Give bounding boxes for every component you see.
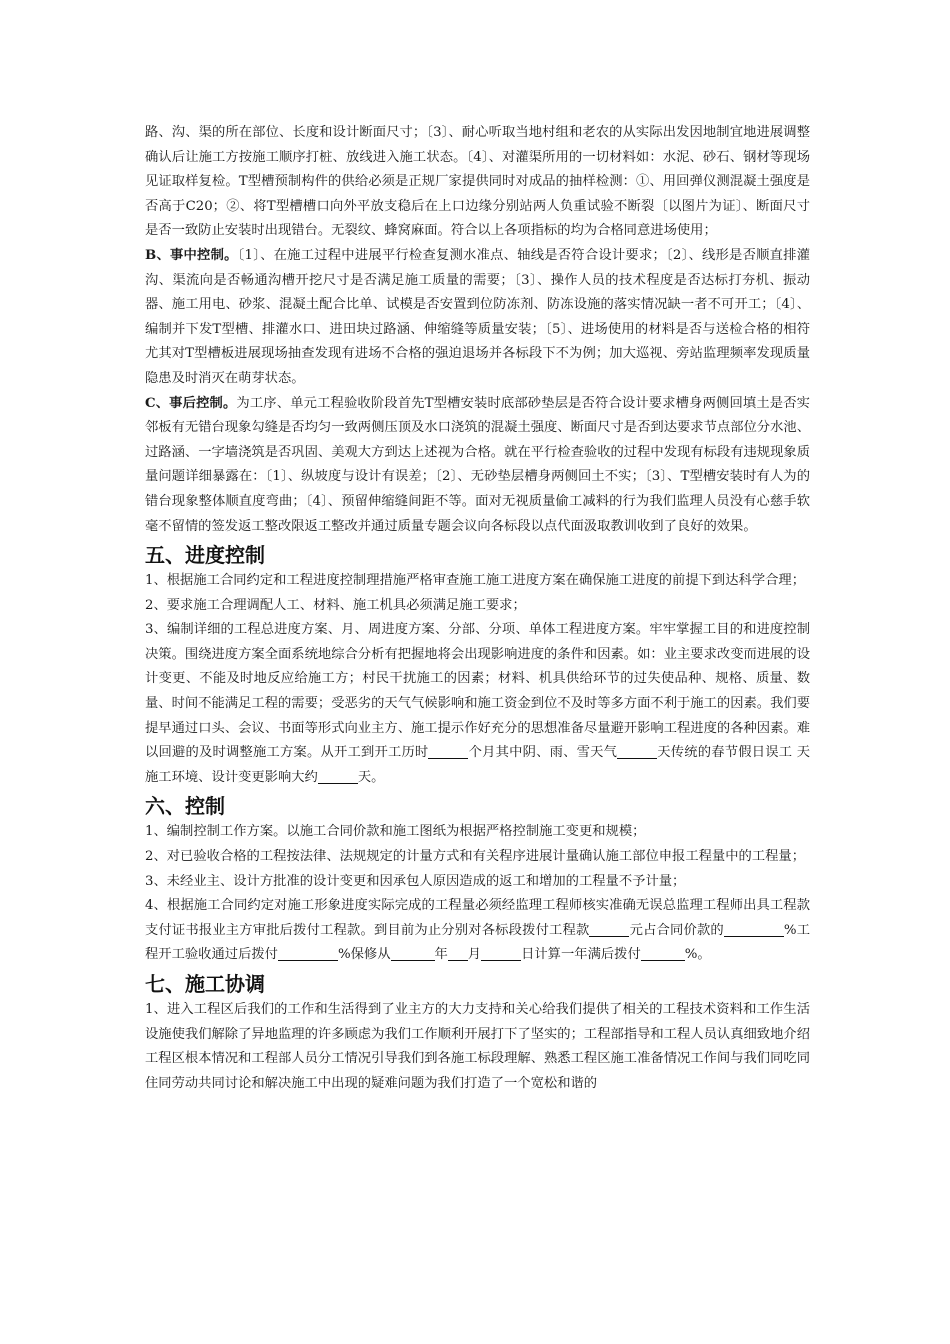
- section-6-item-2: 2、对已验收合格的工程按法律、法规规定的计量方式和有关程序进展计量确认施工部位申报工程量中的工程量；: [145, 849, 806, 865]
- section-5-item-3: 3、编制详细的工程总进度方案、月、周进度方案、分部、分项、单体工程进度方案。牢牢掌握工目的和进度控制决策。围绕进度方案全面系统地综合分析有把握地将会出现影响进度的条件和因素。如：业主要求改变而进展的设计变更、不能及时地反应给施工方；村民干扰施工的因素；材料、机具供给环节的过失使品种、规格、质量、数量、时间不能满足工程的需要；受恶劣的天气气候影响和施工资金到位不及时等多方面不利于施工的因素。我们要提早通过口头、会议、书面等形式向业主方、施工提示作好充分的思想准备尽量避开影响工程进度的各种因素。难以回避的及时调整施工方案。从开工到开工历时 个月其中阴、雨、雪天气 天传统的春节假日误工 天施工环境、设计变更影响大约 天。: [145, 622, 811, 785]
- section-7-item-1: 1、进入工程区后我们的工作和生活得到了业主方的大力支持和关心给我们提供了相关的工程技术资料和工作生活设施使我们解除了异地监理的许多顾虑为我们工作顺利开展打下了坚实的；工程部指导和工程人员认真细致地介绍工程区根本情况和工程部人员分工情况引导我们到各施工标段理解、熟悉工程区施工准备情况工作间与我们同吃同住同劳动共同讨论和解决施工中出现的疑难问题为我们打造了一个宽松和谐的: [145, 1002, 810, 1091]
- weather-days-blank: [617, 744, 657, 759]
- final-percent-blank: [641, 946, 685, 961]
- impact-days-blank: [318, 769, 358, 784]
- section-6-item-1: 1、编制控制工作方案。以施工合同价款和施工图纸为根据严格控制施工变更和规模；: [145, 824, 646, 840]
- in-process-control-lead: B、事中控制。: [145, 247, 238, 263]
- in-process-control-text: 〔1〕、在施工过程中进展平行检查复测水准点、轴线是否符合设计要求；〔2〕、线形是否顺直排灌沟、渠流向是否畅通沟槽开挖尺寸是否满足施工质量的需要；〔3〕、操作人员的技术程度是否达标打夯机、振动器、施工用电、砂浆、混凝土配合比单、试模是否安置到位防冻剂、防冻设施的落实情况缺一者不可开工；〔4〕、编制并下发T型槽、排灌水口、进田块过路涵、伸缩缝等质量安装；〔5〕、进场使用的材料是否与送检合格的相符尤其对T型槽板进展现场抽查发现有进场不合格的强迫退场并各标段下不为例；加大巡视、旁站监理频率发现质量隐患及时消灭在萌芽状态。: [145, 247, 810, 386]
- section-5-heading: 五、进度控制: [145, 543, 265, 568]
- warranty-day-blank: [481, 946, 521, 961]
- months-blank: [428, 744, 468, 759]
- acceptance-percent-blank: [278, 946, 338, 961]
- warranty-month-blank: [448, 946, 468, 961]
- post-control-paragraph: [145, 392, 810, 540]
- post-control-text: 为工序、单元工程验收阶段首先T型槽安装时底部砂垫层是否符合设计要求槽身两侧回填土是否实邻板有无错台现象勾缝是否均匀一致两侧压顶及水口浇筑的混凝土强度、断面尺寸是否到达要求节点部位分水池、过路涵、一字墙浇筑是否巩固、美观大方到达上述视为合格。就在平行检查验收的过程中发现有标段有违规现象质量问题详细暴露在：〔1〕、纵坡度与设计有误差；〔2〕、无砂垫层槽身两侧回土不实；〔3〕、T型槽安装时有人为的错台现象整体顺直度弯曲；〔4〕、预留伸缩缝间距不等。面对无视质量偷工减料的行为我们监理人员没有心慈手软毫不留情的签发返工整改限返工整改并通过质量专题会议向各标段以点代面汲取教训收到了良好的效果。: [145, 395, 810, 534]
- payment-percent-blank: [724, 922, 784, 937]
- intro-paragraph: 路、沟、渠的所在部位、长度和设计断面尺寸；〔3〕、耐心听取当地村组和老农的从实际出发因地制宜地进展调整确认后让施工方按施工顺序打桩、放线进入施工状态。〔4〕、对灌渠所用的一切材料如：水泥、砂石、钢材等现场见证取样复检。T型槽预制构件的供给必须是正规厂家提供同时对成品的抽样检测：①、用回弹仪测混凝土强度是否高于C20；②、将T型槽槽口向外平放支稳后在上口边缘分别站两人负重试验不断裂〔以图片为证〕、断面尺寸是否一致防止安装时出现错台。无裂纹、蜂窝麻面。符合以上各项指标的均为合格同意进场使用；: [145, 125, 810, 239]
- post-control-lead: C、事后控制。: [145, 395, 237, 411]
- section-6-item-4: 4、根据施工合同约定对施工形象进度实际完成的工程量必须经监理工程师核实准确无误总监理工程师出具工程款支付证书报业主方审批后拨付工程款。到目前为止分别对各标段拨付工程款 元占合同价款的 %工程开工验收通过后拨付 %保修从 年 月 日计算一年满后拨付 %。: [145, 898, 811, 963]
- document-body: [145, 121, 810, 1096]
- section-5-item-2: 2、要求施工合理调配人工、材料、施工机具必须满足施工要求；: [145, 597, 526, 613]
- section-6-item-3: 3、未经业主、设计方批准的设计变更和因承包人原因造成的返工和增加的工程量不予计量；: [145, 873, 686, 889]
- in-process-control-paragraph: [145, 244, 810, 392]
- section-7-heading: 七、施工协调: [145, 972, 265, 996]
- section-6-heading: 六、控制: [145, 794, 225, 819]
- payment-amount-blank: [589, 922, 629, 937]
- section-5-item-1: 1、根据施工合同约定和工程进度控制理措施严格审查施工施工进度方案在确保施工进度的前提下到达科学合理；: [145, 573, 806, 589]
- warranty-year-blank: [391, 946, 435, 961]
